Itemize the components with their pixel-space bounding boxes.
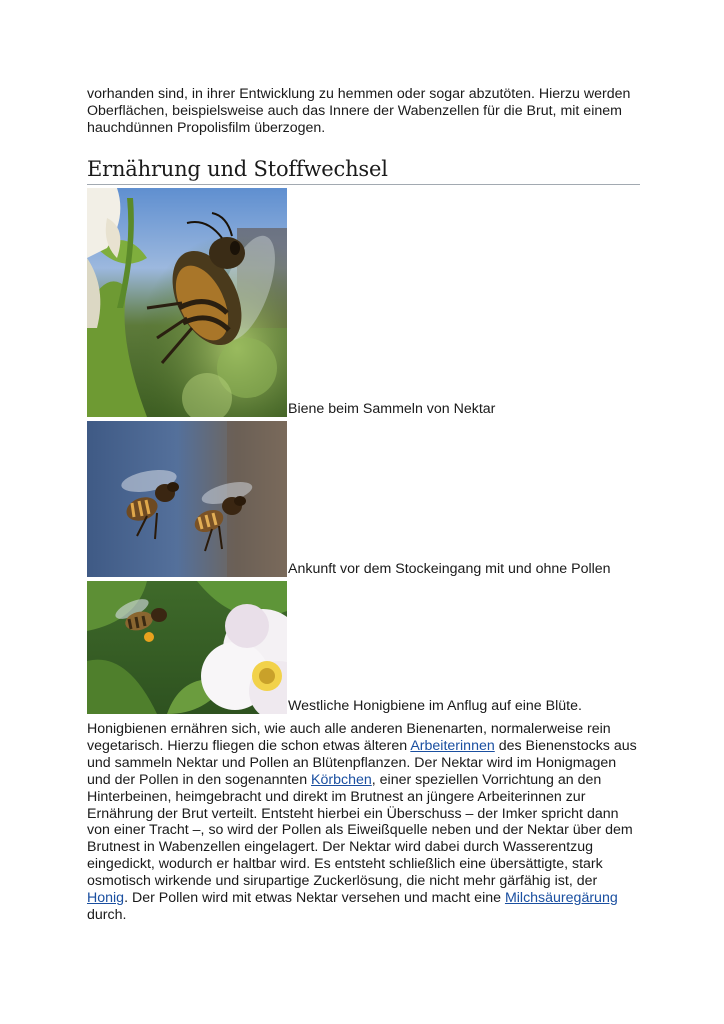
section-heading: Ernährung und Stoffwechsel xyxy=(87,156,640,185)
link-milchsaeuregaerung[interactable]: Milchsäuregärung xyxy=(504,890,618,907)
body-paragraph xyxy=(87,721,640,924)
bees-arrival-photo[interactable] xyxy=(87,421,287,577)
figure-hive-entrance xyxy=(87,421,640,577)
figure-caption: Biene beim Sammeln von Nektar xyxy=(288,401,496,417)
figure-caption: Ankunft vor dem Stockeingang mit und ohne Pollen xyxy=(288,561,611,577)
bee-nectar-photo[interactable] xyxy=(87,188,287,417)
figure-nectar xyxy=(87,188,640,417)
body-text-3: , einer speziellen Vorrichtung an den Hinterbeinen, heimgebracht und direkt im Brutnest an jüngere Arbeiterinnen zur Ernährung der Brut verteilt. Entsteht hierbei ein Überschuss – der Imker spricht dann von einer Tracht –, so wird der Pollen als Eiweißquelle neben und der Nektar über dem Brutnest in Wabenzellen eingelagert. Der Nektar wird dabei durch Wasserentzug eingedickt, wodurch er haltbar wird. Es entsteht schließlich eine übersättigte, stark osmotisch wirkende und sirupartige Zuckerlösung, die nicht mehr gärfähig ist, der xyxy=(87,771,633,890)
link-koerbchen[interactable]: Körbchen xyxy=(311,771,372,788)
intro-paragraph: vorhanden sind, in ihrer Entwicklung zu hemmen oder sogar abzutöten. Hierzu werden Oberflächen, beispielsweise auch das Innere der Wabenzellen für die Brut, mit einem hauchdünnen Propolisfilm überzogen. xyxy=(87,86,631,136)
link-honig[interactable]: Honig xyxy=(87,890,125,907)
body-text-4: . Der Pollen wird mit etwas Nektar versehen und macht eine xyxy=(124,890,505,907)
body-text-2: des Bienenstocks aus und sammeln Nektar und Pollen an Blütenpflanzen. Der Nektar wird im Honigmagen und der Pollen in den sogenannten xyxy=(87,737,637,788)
figure-flower-approach xyxy=(87,581,640,714)
body-text-1: Honigbienen ernähren sich, wie auch alle anderen Bienenarten, normalerweise rein vegetarisch. Hierzu fliegen die schon etwas älteren xyxy=(87,721,611,754)
body-text-5: durch. xyxy=(87,906,127,923)
figure-caption: Westliche Honigbiene im Anflug auf eine Blüte. xyxy=(288,698,582,714)
bee-flower-photo[interactable] xyxy=(87,581,287,714)
document-page xyxy=(87,86,640,924)
link-arbeiterinnen[interactable]: Arbeiterinnen xyxy=(410,737,495,754)
